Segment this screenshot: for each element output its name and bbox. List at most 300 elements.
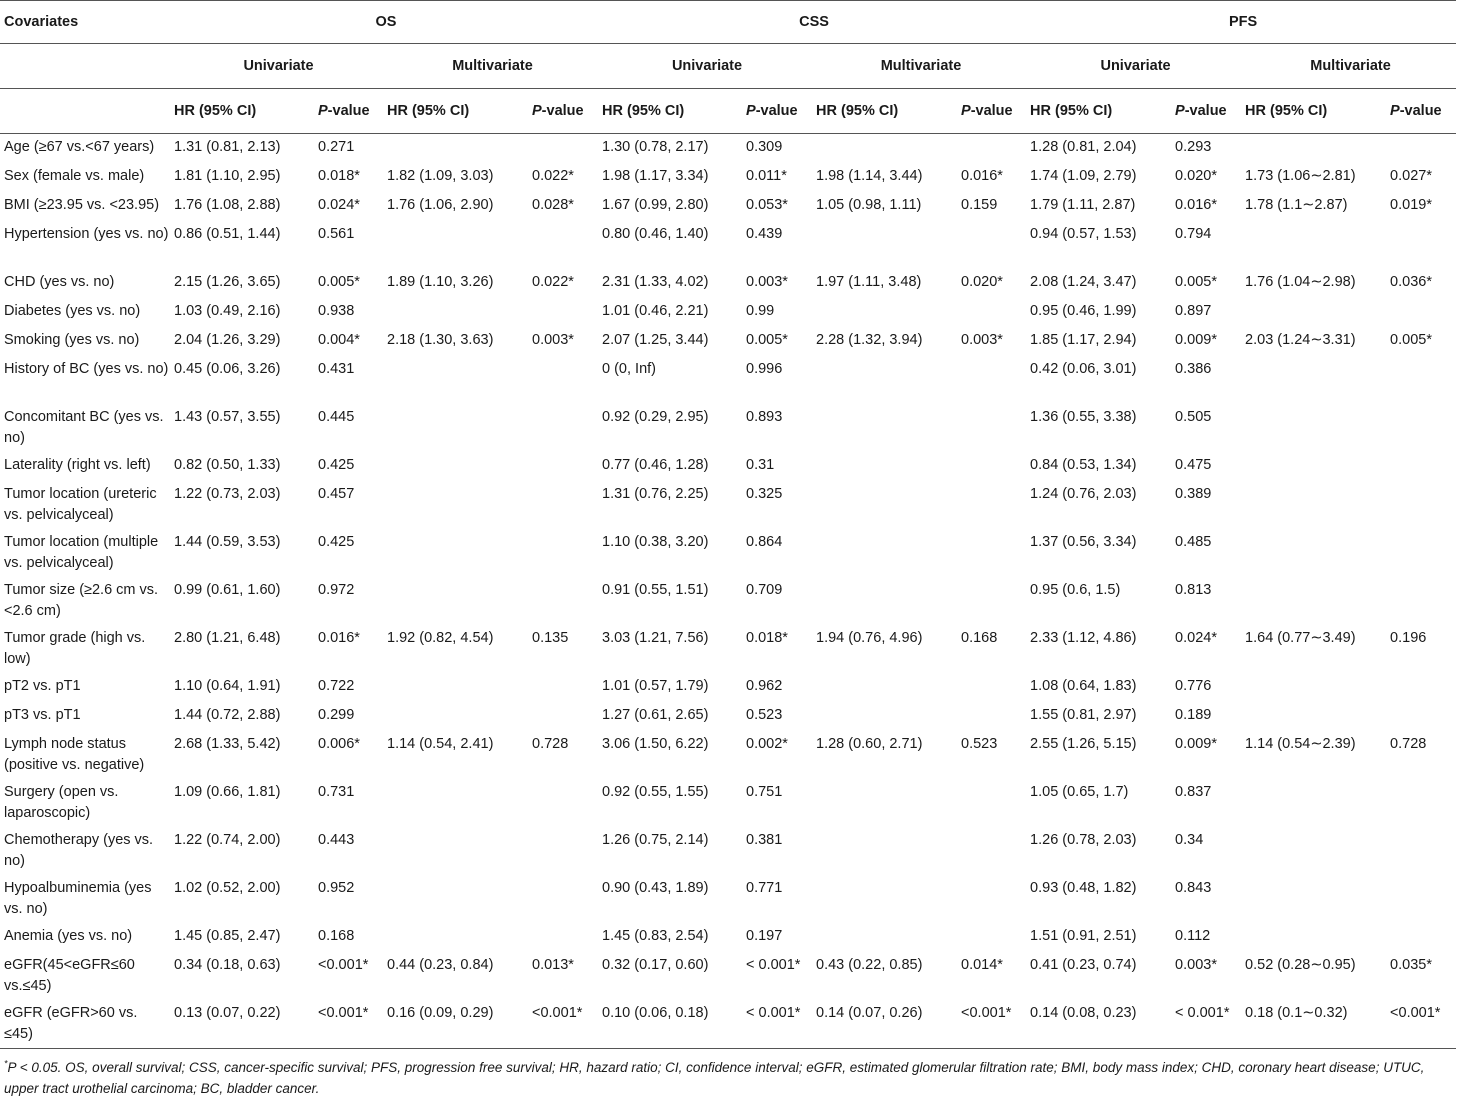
hr-cell: 2.68 (1.33, 5.42) xyxy=(174,736,281,752)
pvalue-cell: 0.018* xyxy=(746,630,788,646)
hr-cell: 1.27 (0.61, 2.65) xyxy=(602,707,709,723)
hr-cell: 1.45 (0.83, 2.54) xyxy=(602,928,709,944)
hr-cell: 1.79 (1.11, 2.87) xyxy=(1030,197,1136,213)
table-footnote xyxy=(0,1049,1458,1099)
table-row xyxy=(0,192,1456,221)
row-label: Anemia (yes vs. no) xyxy=(4,928,133,944)
hr-cell xyxy=(383,481,528,529)
hr-cell: 0.44 (0.23, 0.84) xyxy=(387,957,494,973)
pvalue-cell: 0.864 xyxy=(746,534,783,550)
footnote-marker: * xyxy=(4,1058,8,1069)
pvalue-cell: 0.036* xyxy=(1390,274,1432,290)
pvalue-cell: 0.425 xyxy=(318,534,355,550)
hr-cell: 0.99 (0.61, 1.60) xyxy=(174,582,281,598)
pvalue-cell xyxy=(1386,923,1456,952)
group-header-os: OS xyxy=(170,1,598,44)
subgroup-header: Multivariate xyxy=(812,44,1026,89)
pvalue-cell: 0.020* xyxy=(1175,168,1217,184)
pvalue-cell: 0.022* xyxy=(532,274,574,290)
hr-cell: 2.03 (1.24∼3.31) xyxy=(1245,332,1356,348)
pvalue-cell: 0.022* xyxy=(532,168,574,184)
pvalue-cell xyxy=(528,923,598,952)
column-header-pvalue xyxy=(528,89,598,134)
column-header-hr: HR (95% CI) xyxy=(170,89,314,134)
pvalue-cell xyxy=(1386,356,1456,404)
table-row xyxy=(0,923,1456,952)
pvalue-cell: 0.005* xyxy=(1175,274,1217,290)
hr-cell: 0.92 (0.55, 1.55) xyxy=(602,784,709,800)
table-row xyxy=(0,529,1456,577)
pvalue-cell: 0.431 xyxy=(318,361,355,377)
hr-cell: 1.10 (0.64, 1.91) xyxy=(174,678,281,694)
row-label: Tumor size (≥2.6 cm vs.<2.6 cm) xyxy=(4,582,159,619)
pvalue-cell: 0.794 xyxy=(1175,226,1212,242)
pvalue-cell xyxy=(1386,134,1456,164)
pvalue-cell: 0.813 xyxy=(1175,582,1212,598)
pvalue-cell: 0.425 xyxy=(318,457,355,473)
pvalue-cell: < 0.001* xyxy=(1171,1000,1241,1049)
column-header-hr: HR (95% CI) xyxy=(1026,89,1171,134)
pvalue-cell: 0.309 xyxy=(746,139,783,155)
header-row-groups xyxy=(0,1,1456,44)
hr-cell: 1.89 (1.10, 3.26) xyxy=(387,274,494,290)
table-row xyxy=(0,298,1456,327)
table-row xyxy=(0,952,1456,1000)
column-header-hr: HR (95% CI) xyxy=(598,89,742,134)
hr-cell xyxy=(812,577,957,625)
pvalue-cell: 0.938 xyxy=(318,303,355,319)
hr-cell: 0.77 (0.46, 1.28) xyxy=(602,457,709,473)
hr-cell xyxy=(383,298,528,327)
hr-cell: 0.18 (0.1∼0.32) xyxy=(1241,1000,1386,1049)
hr-cell: 1.31 (0.76, 2.25) xyxy=(602,486,709,502)
pvalue-cell: <0.001* xyxy=(314,1000,383,1049)
pvalue-cell: 0.561 xyxy=(318,226,355,242)
hr-cell: 1.51 (0.91, 2.51) xyxy=(1030,928,1137,944)
hr-cell: 1.76 (1.04∼2.98) xyxy=(1245,274,1356,290)
hr-cell xyxy=(1241,452,1386,481)
row-label: pT3 vs. pT1 xyxy=(4,707,81,723)
pvalue-cell xyxy=(1386,529,1456,577)
pvalue-cell: 0.024* xyxy=(1175,630,1217,646)
row-label: eGFR(45<eGFR≤60 vs.≤45) xyxy=(4,957,135,994)
hr-cell: 1.28 (0.60, 2.71) xyxy=(816,736,923,752)
hr-cell: 1.44 (0.72, 2.88) xyxy=(174,707,281,723)
hr-cell: 1.44 (0.59, 3.53) xyxy=(174,534,281,550)
hr-cell: 1.08 (0.64, 1.83) xyxy=(1030,678,1137,694)
hr-cell xyxy=(1241,875,1386,923)
hr-cell xyxy=(383,452,528,481)
pvalue-cell xyxy=(957,452,1026,481)
pvalue-cell: 0.439 xyxy=(746,226,783,242)
pvalue-cell xyxy=(528,221,598,269)
table-row xyxy=(0,673,1456,702)
pvalue-cell: 0.011* xyxy=(746,168,787,184)
hr-cell: 1.03 (0.49, 2.16) xyxy=(174,303,281,319)
pvalue-cell: 0.016* xyxy=(961,168,1003,184)
pvalue-cell xyxy=(957,673,1026,702)
hr-cell xyxy=(383,702,528,731)
hr-cell: 1.26 (0.75, 2.14) xyxy=(602,832,709,848)
hr-cell: 0.92 (0.29, 2.95) xyxy=(602,409,709,425)
pvalue-cell: 0.505 xyxy=(1175,409,1212,425)
pvalue-cell: 0.006* xyxy=(318,736,360,752)
row-label: Smoking (yes vs. no) xyxy=(4,332,140,348)
row-label: pT2 vs. pT1 xyxy=(4,678,81,694)
pvalue-cell: 0.013* xyxy=(532,957,574,973)
hr-cell xyxy=(383,673,528,702)
pvalue-cell xyxy=(957,923,1026,952)
pvalue-cell: 0.024* xyxy=(318,197,360,213)
pvalue-cell: 0.189 xyxy=(1175,707,1212,723)
table-row xyxy=(0,221,1456,269)
pvalue-cell: 0.003* xyxy=(1175,957,1217,973)
pvalue-italic-p: P xyxy=(1175,102,1185,119)
pvalue-cell: 0.019* xyxy=(1390,197,1432,213)
hr-cell: 1.05 (0.65, 1.7) xyxy=(1030,784,1129,800)
hr-cell: 1.76 (1.06, 2.90) xyxy=(387,197,494,213)
hr-cell: 2.15 (1.26, 3.65) xyxy=(174,274,281,290)
pvalue-cell: 0.952 xyxy=(318,880,355,896)
pvalue-cell xyxy=(957,702,1026,731)
pvalue-cell xyxy=(957,298,1026,327)
covariates-header: Covariates xyxy=(0,1,170,44)
hr-cell: 1.01 (0.46, 2.21) xyxy=(602,303,709,319)
pvalue-cell: 0.016* xyxy=(1175,197,1217,213)
pvalue-cell xyxy=(957,404,1026,452)
pvalue-cell xyxy=(1386,673,1456,702)
pvalue-cell: 0.168 xyxy=(961,630,998,646)
pvalue-cell: 0.34 xyxy=(1175,832,1204,848)
pvalue-cell xyxy=(1386,779,1456,827)
hr-cell xyxy=(383,875,528,923)
hr-cell: 2.55 (1.26, 5.15) xyxy=(1030,736,1137,752)
pvalue-cell: 0.457 xyxy=(318,486,355,502)
hr-cell: 1.31 (0.81, 2.13) xyxy=(174,139,281,155)
pvalue-cell xyxy=(1386,404,1456,452)
pvalue-cell: 0.771 xyxy=(746,880,783,896)
hr-cell xyxy=(812,356,957,404)
table-row xyxy=(0,269,1456,298)
hr-cell: 1.02 (0.52, 2.00) xyxy=(174,880,281,896)
hr-cell: 0.32 (0.17, 0.60) xyxy=(602,957,709,973)
pvalue-cell: 0.196 xyxy=(1390,630,1427,646)
row-label: Diabetes (yes vs. no) xyxy=(4,303,141,319)
hr-cell xyxy=(1241,404,1386,452)
pvalue-cell xyxy=(528,827,598,875)
hr-cell: 0.45 (0.06, 3.26) xyxy=(174,361,281,377)
hr-cell xyxy=(1241,481,1386,529)
pvalue-cell: 0.004* xyxy=(318,332,360,348)
hr-cell: 1.24 (0.76, 2.03) xyxy=(1030,486,1137,502)
hr-cell: 0.93 (0.48, 1.82) xyxy=(1030,880,1137,896)
hr-cell xyxy=(812,134,957,164)
pvalue-cell: <0.001* xyxy=(1386,1000,1456,1049)
row-label: Hypoalbuminemia (yes vs. no) xyxy=(4,880,152,917)
pvalue-cell xyxy=(528,875,598,923)
hr-cell: 0.52 (0.28∼0.95) xyxy=(1245,957,1356,973)
pvalue-cell xyxy=(957,529,1026,577)
hr-cell: 1.92 (0.82, 4.54) xyxy=(387,630,494,646)
row-label: eGFR (eGFR>60 vs. ≤45) xyxy=(0,1000,170,1049)
hr-cell: 1.45 (0.85, 2.47) xyxy=(174,928,281,944)
hr-cell xyxy=(383,134,528,164)
pvalue-suffix: -value xyxy=(327,102,370,119)
pvalue-cell: 0.018* xyxy=(318,168,360,184)
pvalue-cell xyxy=(1386,577,1456,625)
pvalue-cell xyxy=(528,779,598,827)
group-header-css: CSS xyxy=(598,1,1026,44)
pvalue-cell: 0.016* xyxy=(318,630,360,646)
hr-cell xyxy=(1241,702,1386,731)
pvalue-cell xyxy=(957,779,1026,827)
pvalue-cell xyxy=(528,702,598,731)
pvalue-cell: 0.445 xyxy=(318,409,355,425)
column-header-hr: HR (95% CI) xyxy=(812,89,957,134)
column-header-pvalue xyxy=(1171,89,1241,134)
pvalue-italic-p: P xyxy=(1390,102,1400,119)
pvalue-cell: 0.009* xyxy=(1175,332,1217,348)
column-header-hr: HR (95% CI) xyxy=(1241,89,1386,134)
pvalue-cell: 0.028* xyxy=(532,197,574,213)
hr-cell: 1.82 (1.09, 3.03) xyxy=(387,168,494,184)
pvalue-cell: 0.443 xyxy=(318,832,355,848)
table-row xyxy=(0,625,1456,673)
hr-cell xyxy=(812,404,957,452)
subgroup-header: Univariate xyxy=(598,44,812,89)
hr-cell: 1.14 (0.54∼2.39) xyxy=(1245,736,1356,752)
pvalue-cell: 0.386 xyxy=(1175,361,1212,377)
pvalue-cell xyxy=(528,481,598,529)
table-row xyxy=(0,481,1456,529)
pvalue-cell: 0.005* xyxy=(746,332,788,348)
pvalue-cell: 0.053* xyxy=(746,197,788,213)
pvalue-cell: <0.001* xyxy=(528,1000,598,1049)
pvalue-italic-p: P xyxy=(961,102,971,119)
pvalue-cell: 0.996 xyxy=(746,361,783,377)
subgroup-header: Univariate xyxy=(1026,44,1241,89)
pvalue-cell: 0.271 xyxy=(318,139,355,155)
hr-cell xyxy=(383,779,528,827)
hr-cell: 1.94 (0.76, 4.96) xyxy=(816,630,923,646)
pvalue-suffix: -value xyxy=(541,102,584,119)
hr-cell: 1.37 (0.56, 3.34) xyxy=(1030,534,1137,550)
hr-cell xyxy=(812,923,957,952)
hr-cell: 1.76 (1.08, 2.88) xyxy=(174,197,281,213)
hr-cell xyxy=(1241,134,1386,164)
pvalue-cell xyxy=(1386,481,1456,529)
pvalue-cell xyxy=(957,481,1026,529)
hr-cell: 1.98 (1.17, 3.34) xyxy=(602,168,709,184)
pvalue-cell: 0.168 xyxy=(318,928,355,944)
pvalue-cell: 0.005* xyxy=(318,274,360,290)
table-row xyxy=(0,356,1456,404)
pvalue-cell: 0.002* xyxy=(746,736,788,752)
hr-cell: 0.43 (0.22, 0.85) xyxy=(816,957,923,973)
table-row xyxy=(0,134,1456,164)
pvalue-cell: 0.381 xyxy=(746,832,783,848)
pvalue-cell xyxy=(1386,298,1456,327)
column-spacer xyxy=(0,89,170,134)
pvalue-cell: 0.837 xyxy=(1175,784,1212,800)
hr-cell: 2.28 (1.32, 3.94) xyxy=(816,332,923,348)
pvalue-cell xyxy=(957,221,1026,269)
hr-cell: 0.90 (0.43, 1.89) xyxy=(602,880,709,896)
pvalue-cell xyxy=(1386,452,1456,481)
table-row xyxy=(0,731,1456,779)
pvalue-cell: 0.135 xyxy=(532,630,569,646)
hr-cell xyxy=(812,827,957,875)
hr-cell: 0.95 (0.6, 1.5) xyxy=(1030,582,1121,598)
pvalue-cell: 0.003* xyxy=(746,274,788,290)
row-label: Tumor location (multiple vs. pelvicalyceal) xyxy=(4,534,159,571)
pvalue-cell: 0.709 xyxy=(746,582,783,598)
pvalue-suffix: -value xyxy=(1399,102,1442,119)
pvalue-cell: 0.020* xyxy=(961,274,1003,290)
hr-cell xyxy=(812,529,957,577)
table-body xyxy=(0,134,1456,1049)
table-row xyxy=(0,779,1456,827)
pvalue-cell xyxy=(1386,702,1456,731)
subgroup-header: Multivariate xyxy=(1241,44,1456,89)
hr-cell: 0.16 (0.09, 0.29) xyxy=(383,1000,528,1049)
pvalue-cell: < 0.001* xyxy=(742,1000,812,1049)
hr-cell: 2.33 (1.12, 4.86) xyxy=(1030,630,1137,646)
table-row xyxy=(0,452,1456,481)
hr-cell: 1.09 (0.66, 1.81) xyxy=(174,784,281,800)
pvalue-cell: 0.014* xyxy=(961,957,1003,973)
column-header-pvalue xyxy=(957,89,1026,134)
pvalue-cell: 0.962 xyxy=(746,678,783,694)
hr-cell: 1.98 (1.14, 3.44) xyxy=(816,168,923,184)
hr-cell xyxy=(383,577,528,625)
hr-cell: 2.80 (1.21, 6.48) xyxy=(174,630,281,646)
hr-cell: 0.41 (0.23, 0.74) xyxy=(1030,957,1137,973)
hr-cell: 1.43 (0.57, 3.55) xyxy=(174,409,281,425)
hr-cell: 1.22 (0.73, 2.03) xyxy=(174,486,281,502)
hr-cell: 1.55 (0.81, 2.97) xyxy=(1030,707,1137,723)
table-row xyxy=(0,404,1456,452)
pvalue-cell xyxy=(957,134,1026,164)
hr-cell: 1.97 (1.11, 3.48) xyxy=(816,274,922,290)
hr-cell xyxy=(812,452,957,481)
table-row xyxy=(0,327,1456,356)
row-label: Laterality (right vs. left) xyxy=(4,457,151,473)
pvalue-cell: 0.972 xyxy=(318,582,355,598)
header-row-columns xyxy=(0,89,1456,134)
pvalue-cell: 0.009* xyxy=(1175,736,1217,752)
pvalue-cell xyxy=(957,827,1026,875)
hr-cell xyxy=(1241,779,1386,827)
hr-cell: 0.86 (0.51, 1.44) xyxy=(174,226,281,242)
pvalue-italic-p: P xyxy=(532,102,542,119)
pvalue-cell: 0.751 xyxy=(746,784,783,800)
pvalue-cell: 0.325 xyxy=(746,486,783,502)
pvalue-cell xyxy=(528,529,598,577)
pvalue-cell: 0.893 xyxy=(746,409,783,425)
pvalue-cell xyxy=(957,875,1026,923)
pvalue-cell: 0.197 xyxy=(746,928,783,944)
hr-cell: 0.82 (0.50, 1.33) xyxy=(174,457,281,473)
hr-cell: 0.80 (0.46, 1.40) xyxy=(602,226,709,242)
hr-cell xyxy=(812,875,957,923)
hr-cell: 0.95 (0.46, 1.99) xyxy=(1030,303,1137,319)
pvalue-cell: 0.003* xyxy=(532,332,574,348)
table-row xyxy=(0,577,1456,625)
hr-cell xyxy=(1241,577,1386,625)
hr-cell xyxy=(1241,221,1386,269)
pvalue-cell: 0.31 xyxy=(746,457,775,473)
table-row xyxy=(0,1000,1456,1049)
hr-cell: 2.31 (1.33, 4.02) xyxy=(602,274,709,290)
hr-cell: 1.67 (0.99, 2.80) xyxy=(602,197,709,213)
pvalue-cell: 0.776 xyxy=(1175,678,1212,694)
pvalue-cell xyxy=(528,577,598,625)
table-row xyxy=(0,827,1456,875)
pvalue-italic-p: P xyxy=(318,102,328,119)
hr-cell: 1.22 (0.74, 2.00) xyxy=(174,832,281,848)
pvalue-cell xyxy=(528,452,598,481)
hr-cell xyxy=(812,702,957,731)
hr-cell: 1.78 (1.1∼2.87) xyxy=(1245,197,1348,213)
pvalue-cell: 0.003* xyxy=(961,332,1003,348)
hr-cell xyxy=(383,404,528,452)
hr-cell: 2.04 (1.26, 3.29) xyxy=(174,332,281,348)
hr-cell xyxy=(383,529,528,577)
row-label: Concomitant BC (yes vs. no) xyxy=(4,409,164,446)
hr-cell xyxy=(812,779,957,827)
pvalue-cell: 0.523 xyxy=(961,736,998,752)
row-label: Surgery (open vs. laparoscopic) xyxy=(4,784,119,821)
hr-cell: 0.10 (0.06, 0.18) xyxy=(598,1000,742,1049)
subgroup-header: Univariate xyxy=(170,44,383,89)
hr-cell: 0.84 (0.53, 1.34) xyxy=(1030,457,1137,473)
column-header-pvalue xyxy=(314,89,383,134)
pvalue-cell: 0.897 xyxy=(1175,303,1212,319)
hr-cell xyxy=(383,923,528,952)
hr-cell xyxy=(1241,923,1386,952)
row-label: Lymph node status (positive vs. negative) xyxy=(4,736,145,773)
hr-cell xyxy=(383,356,528,404)
footnote-text: P < 0.05. OS, overall survival; CSS, cancer-specific survival; PFS, progression free survival; HR, hazard ratio; CI, confidence interval; eGFR, estimated glomerular filtration rate; BMI, body mass index; CHD, coronary heart disease; UTUC, upper tract urothelial carcinoma; BC, bladder cancer. xyxy=(4,1060,1425,1096)
hr-cell: 1.64 (0.77∼3.49) xyxy=(1245,630,1356,646)
hr-cell: 2.18 (1.30, 3.63) xyxy=(387,332,494,348)
pvalue-cell: 0.731 xyxy=(318,784,355,800)
row-label: History of BC (yes vs. no) xyxy=(4,361,169,377)
row-label: BMI (≥23.95 vs. <23.95) xyxy=(4,197,160,213)
pvalue-cell xyxy=(528,356,598,404)
hr-cell xyxy=(812,221,957,269)
pvalue-cell: 0.389 xyxy=(1175,486,1212,502)
pvalue-cell xyxy=(957,577,1026,625)
pvalue-cell xyxy=(957,356,1026,404)
pvalue-cell xyxy=(528,298,598,327)
hr-cell: 0.94 (0.57, 1.53) xyxy=(1030,226,1137,242)
hr-cell: 1.26 (0.78, 2.03) xyxy=(1030,832,1137,848)
hr-cell: 0.34 (0.18, 0.63) xyxy=(174,957,281,973)
pvalue-cell: 0.159 xyxy=(961,197,998,213)
hr-cell: 3.06 (1.50, 6.22) xyxy=(602,736,709,752)
pvalue-cell: 0.728 xyxy=(1390,736,1427,752)
hr-cell xyxy=(1241,298,1386,327)
hr-cell xyxy=(383,827,528,875)
pvalue-cell: 0.035* xyxy=(1390,957,1432,973)
pvalue-suffix: -value xyxy=(1184,102,1227,119)
hr-cell: 1.36 (0.55, 3.38) xyxy=(1030,409,1137,425)
hr-cell: 0.14 (0.08, 0.23) xyxy=(1026,1000,1171,1049)
hr-cell: 0 (0, Inf) xyxy=(602,361,657,377)
table-row xyxy=(0,875,1456,923)
